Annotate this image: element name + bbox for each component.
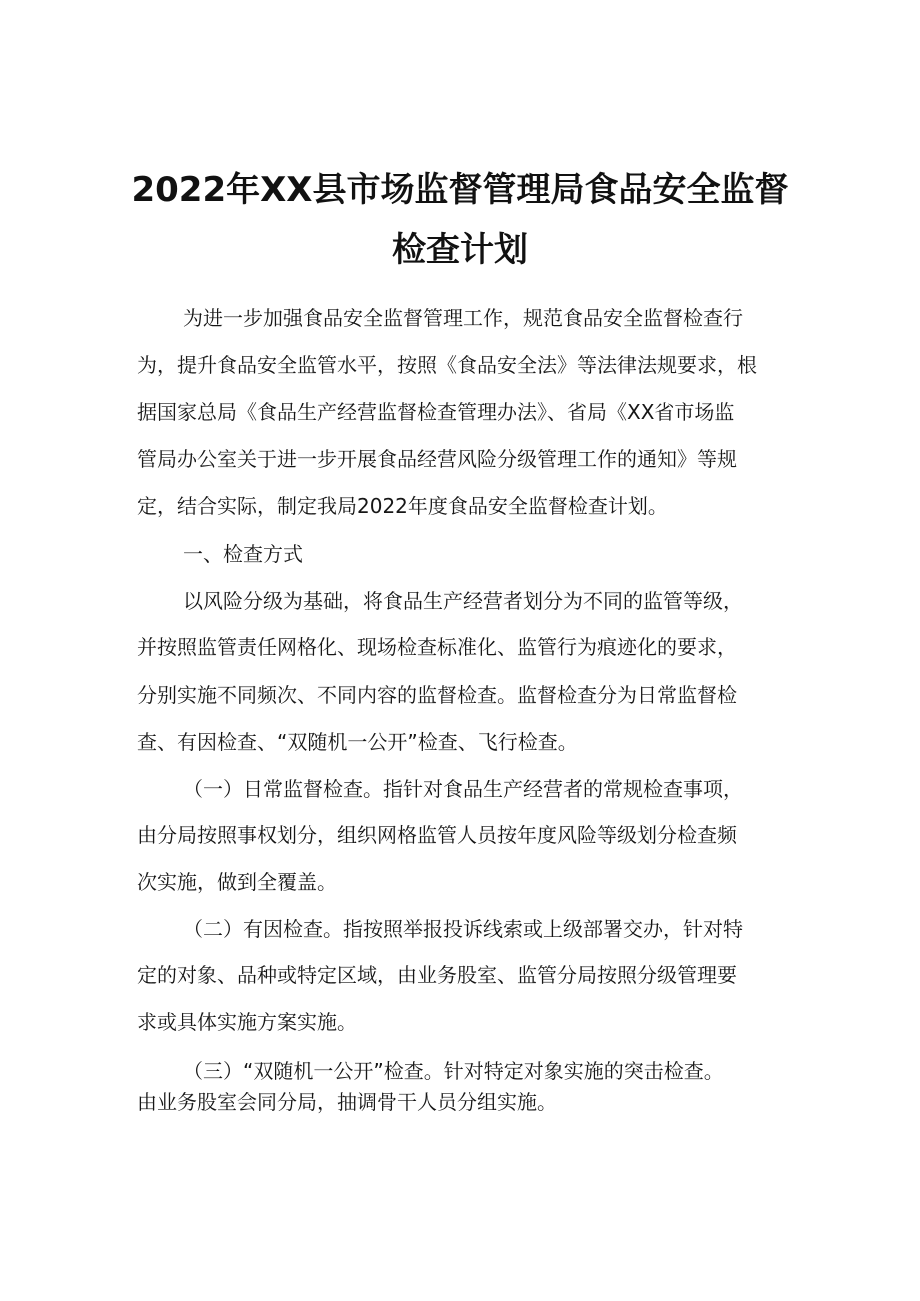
item-3-line-1: （三）“双随机一公开”检查。针对特定对象实施的突击检查。	[183, 1059, 724, 1083]
section-heading: 一、检查方式	[183, 542, 303, 566]
section-body-line-1: 以风险分级为基础，将食品生产经营者划分为不同的监管等级，	[183, 589, 743, 613]
item-1-line-3: 次实施，做到全覆盖。	[137, 870, 337, 894]
section-body-line-4: 查、有因检查、“双随机一公开”检查、飞行检查。	[137, 730, 578, 754]
intro-line-3: 据国家总局《食品生产经营监督检查管理办法》、省局《XX省市场监	[137, 400, 735, 424]
document-title-line-1: 2022年XX县市场监督管理局食品安全监督	[131, 170, 789, 210]
item-2-line-2: 定的对象、品种或特定区域，由业务股室、监管分局按照分级管理要	[137, 963, 737, 987]
item-1-line-1: （一）日常监督检查。指针对食品生产经营者的常规检查事项，	[183, 777, 743, 801]
intro-line-5: 定，结合实际，制定我局2022年度食品安全监督检查计划。	[137, 494, 668, 518]
intro-line-4: 管局办公室关于进一步开展食品经营风险分级管理工作的通知》等规	[137, 447, 737, 471]
intro-line-1: 为进一步加强食品安全监督管理工作，规范食品安全监督检查行	[183, 306, 743, 330]
item-3-line-2: 由业务股室会同分局，抽调骨干人员分组实施。	[137, 1090, 557, 1114]
intro-line-2: 为，提升食品安全监管水平，按照《食品安全法》等法律法规要求，根	[137, 353, 757, 377]
item-1-line-2: 由分局按照事权划分，组织网格监管人员按年度风险等级划分检查频	[137, 823, 737, 847]
item-2-line-1: （二）有因检查。指按照举报投诉线索或上级部署交办，针对特	[183, 917, 743, 941]
document-title-line-2: 检查计划	[392, 230, 528, 270]
section-body-line-3: 分别实施不同频次、不同内容的监督检查。监督检查分为日常监督检	[137, 683, 737, 707]
item-2-line-3: 求或具体实施方案实施。	[137, 1010, 357, 1034]
section-body-line-2: 并按照监管责任网格化、现场检查标准化、监管行为痕迹化的要求，	[137, 635, 737, 659]
